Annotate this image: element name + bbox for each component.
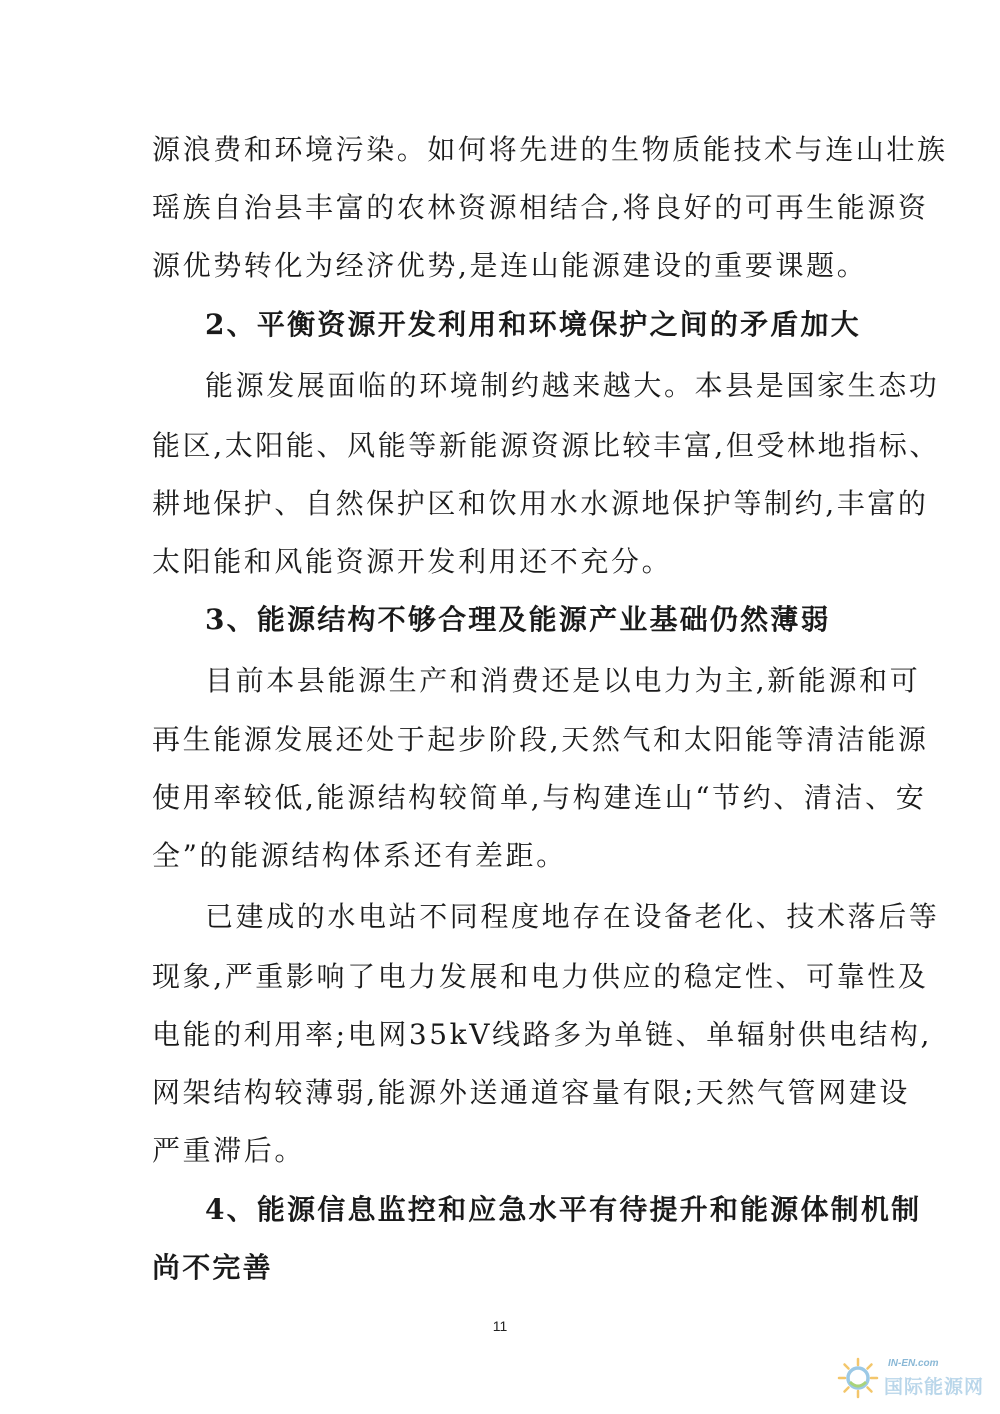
watermark-small-text: IN-EN.com (888, 1358, 939, 1369)
watermark-big-text: 国际能源网 (884, 1376, 985, 1398)
paragraph-line: 全”的能源结构体系还有差距。 (152, 839, 567, 872)
section-heading-4-continued: 尚不完善 (152, 1251, 273, 1284)
paragraph-line: 能区,太阳能、风能等新能源资源比较丰富,但受林地指标、 (152, 429, 941, 462)
paragraph-line: 能源发展面临的环境制约越来越大。本县是国家生态功 (205, 369, 940, 402)
paragraph-line: 太阳能和风能资源开发利用还不充分。 (152, 545, 673, 578)
paragraph-line: 瑶族自治县丰富的农林资源相结合,将良好的可再生能源资 (152, 191, 929, 224)
paragraph-line: 源优势转化为经济优势,是连山能源建设的重要课题。 (152, 249, 868, 282)
paragraph-line: 耕地保护、自然保护区和饮用水水源地保护等制约,丰富的 (152, 487, 929, 520)
paragraph-line: 已建成的水电站不同程度地存在设备老化、技术落后等 (205, 900, 940, 933)
page-number: 11 (492, 1318, 508, 1334)
paragraph-line: 源浪费和环境污染。如何将先进的生物质能技术与连山壮族 (152, 133, 948, 166)
section-heading-3: 3、能源结构不够合理及能源产业基础仍然薄弱 (205, 603, 831, 636)
in-en-sun-logo-icon (836, 1356, 880, 1400)
paragraph-line: 电能的利用率;电网35kV线路多为单链、单辐射供电结构, (152, 1018, 932, 1051)
watermark-logo (836, 1354, 986, 1400)
paragraph-line: 现象,严重影响了电力发展和电力供应的稳定性、可靠性及 (152, 960, 929, 993)
section-heading-2: 2、平衡资源开发利用和环境保护之间的矛盾加大 (205, 308, 861, 341)
paragraph-line: 使用率较低,能源结构较简单,与构建连山“节约、清洁、安 (152, 781, 927, 814)
paragraph-line: 目前本县能源生产和消费还是以电力为主,新能源和可 (205, 664, 921, 697)
paragraph-line: 网架结构较薄弱,能源外送通道容量有限;天然气管网建设 (152, 1076, 910, 1109)
paragraph-line: 严重滞后。 (152, 1134, 306, 1167)
section-heading-4: 4、能源信息监控和应急水平有待提升和能源体制机制 (205, 1193, 922, 1226)
paragraph-line: 再生能源发展还处于起步阶段,天然气和太阳能等清洁能源 (152, 723, 929, 756)
